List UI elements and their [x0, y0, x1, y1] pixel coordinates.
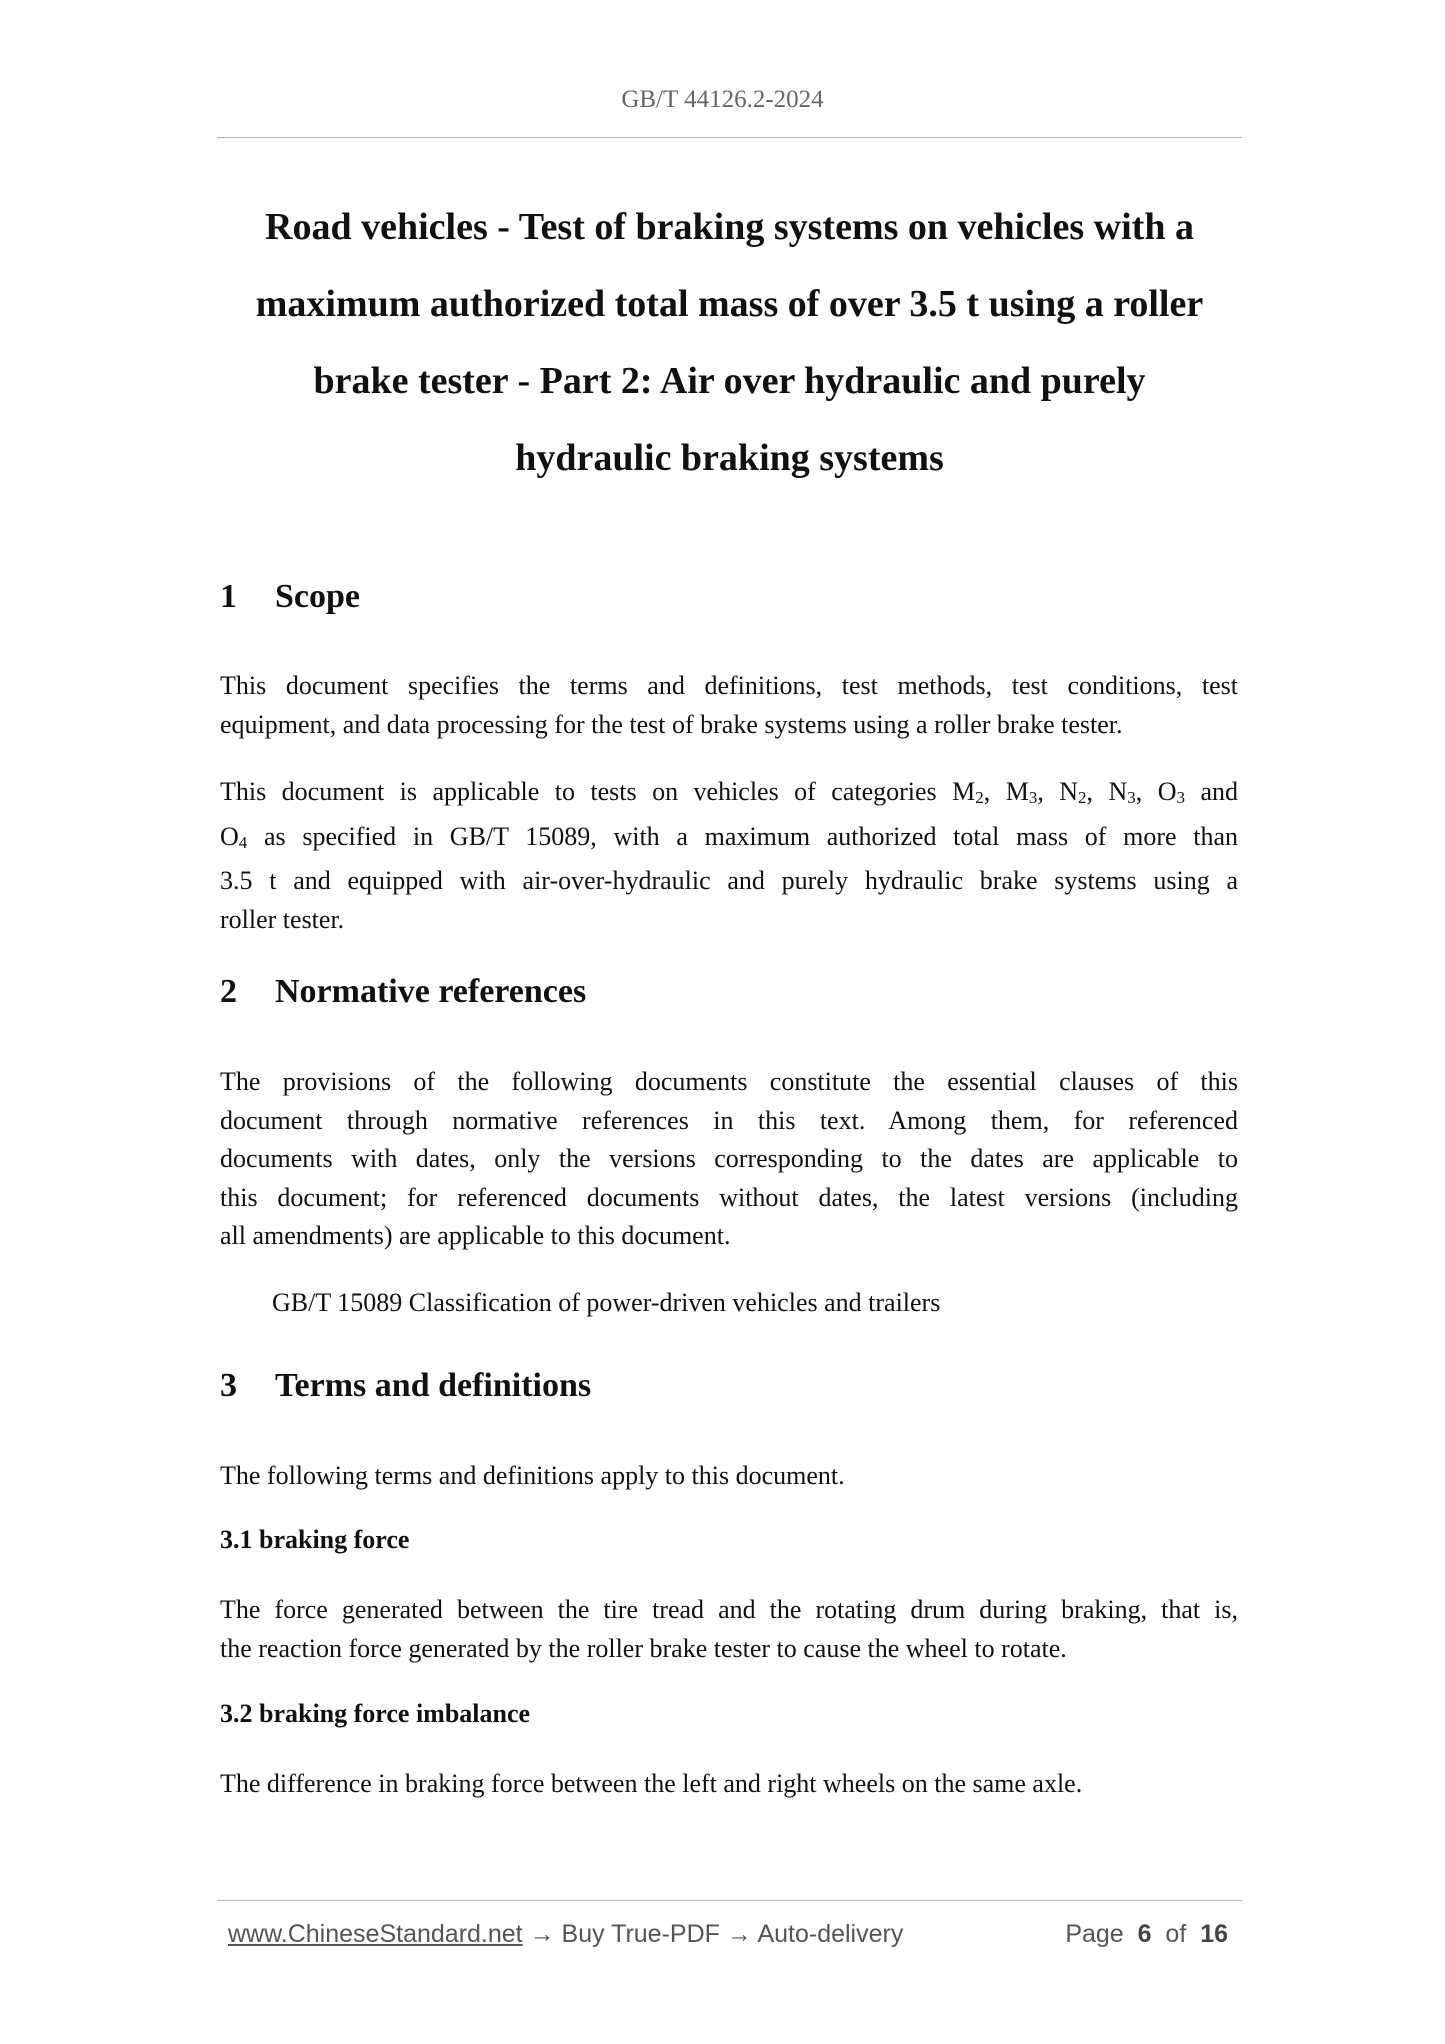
section-number: 3	[220, 1367, 237, 1404]
section-number: 1	[220, 578, 237, 615]
scope-paragraph-1	[220, 667, 1238, 744]
subscript: 3	[1028, 788, 1038, 807]
page-footer	[228, 1920, 1228, 1954]
text-line	[220, 818, 1238, 863]
category-letter: O	[220, 821, 239, 851]
site-link[interactable]: www.ChineseStandard.net	[228, 1920, 523, 1948]
category-letter: N	[1059, 777, 1079, 806]
section-title: Scope	[275, 578, 360, 615]
document-title	[217, 189, 1242, 497]
text-fragment: This document is applicable to tests on vehicles of categories M	[220, 777, 976, 806]
arrow-right-icon: →	[529, 1920, 555, 1948]
document-header: GB/T 44126.2-2024	[621, 86, 824, 113]
normative-reference-item: GB/T 15089 Classification of power-driven vehicles and trailers	[272, 1288, 941, 1317]
section-title: Terms and definitions	[275, 1367, 592, 1404]
footer-links	[228, 1920, 903, 1949]
text-line: The provisions of the following documents constitute the essential clauses of this	[220, 1067, 1238, 1096]
scope-paragraph-2	[220, 773, 1238, 939]
title-line: hydraulic braking systems	[515, 437, 944, 479]
subscript: 3	[1176, 788, 1186, 807]
text-fragment: and	[1200, 777, 1239, 806]
buy-link[interactable]: Buy True-PDF	[561, 1920, 720, 1948]
text-line: This document is applicable to tests on vehicles of categories M2, M3, N2, N3, O3 and	[220, 777, 1239, 807]
section-number: 2	[220, 973, 237, 1010]
category-letter: M	[1005, 777, 1029, 806]
section-title: Normative references	[275, 973, 587, 1010]
title-line: maximum authorized total mass of over 3.5 t using a roller	[255, 283, 1204, 325]
page-total: 16	[1200, 1920, 1228, 1948]
page-number: 6	[1137, 1920, 1152, 1948]
arrow-right-icon: →	[726, 1920, 752, 1948]
of-label: of	[1165, 1920, 1187, 1948]
section-heading-terms	[220, 1367, 591, 1405]
header-divider	[217, 137, 1242, 138]
text-line: This document specifies the terms and definitions, test methods, test conditions, test	[220, 671, 1238, 700]
title-line: Road vehicles - Test of braking systems on vehicles with a	[265, 206, 1194, 248]
page-label: Page	[1065, 1920, 1124, 1948]
section-heading-normative	[220, 973, 586, 1011]
text-line: documents with dates, only the versions corresponding to the dates are applicable to	[220, 1144, 1238, 1173]
category-letter: N	[1108, 777, 1128, 806]
normative-paragraph	[220, 1063, 1238, 1256]
subscript: 4	[238, 832, 248, 852]
page-indicator	[1065, 1920, 1228, 1949]
text-line: this document; for referenced documents without dates, the latest versions (including	[220, 1182, 1238, 1212]
term-title: 3.1 braking force	[220, 1525, 410, 1554]
subscript: 2	[1078, 788, 1087, 807]
term-definition	[220, 1591, 1238, 1668]
footer-divider	[217, 1900, 1242, 1901]
text-line: The force generated between the tire tread and the rotating drum during braking, that is,	[220, 1595, 1238, 1624]
subscript: 3	[1127, 788, 1136, 807]
text-line: document through normative references in this text. Among them, for referenced	[220, 1105, 1238, 1135]
category-letter: O	[1157, 777, 1177, 806]
term-title: 3.2 braking force imbalance	[220, 1699, 531, 1728]
text-line: 3.5 t and equipped with air-over-hydraulic and purely hydraulic brake systems using a	[220, 866, 1238, 895]
text-fragment: as specified in GB/T 15089, with a maximum authorized total mass of more than	[263, 821, 1238, 851]
terms-intro: The following terms and definitions apply to this document.	[220, 1461, 845, 1490]
term-definition: The difference in braking force between the left and right wheels on the same axle.	[220, 1769, 1083, 1798]
title-line: brake tester - Part 2: Air over hydraulic and purely	[313, 360, 1146, 402]
subscript: 2	[975, 788, 984, 807]
section-heading-scope	[220, 578, 360, 616]
text-line: all amendments) are applicable to this document.	[220, 1221, 731, 1250]
auto-delivery-text: Auto-delivery	[757, 1920, 904, 1948]
text-line: equipment, and data processing for the test of brake systems using a roller brake tester.	[220, 709, 1123, 739]
text-line: the reaction force generated by the roller brake tester to cause the wheel to rotate.	[220, 1633, 1067, 1663]
text-line: roller tester.	[220, 904, 345, 934]
